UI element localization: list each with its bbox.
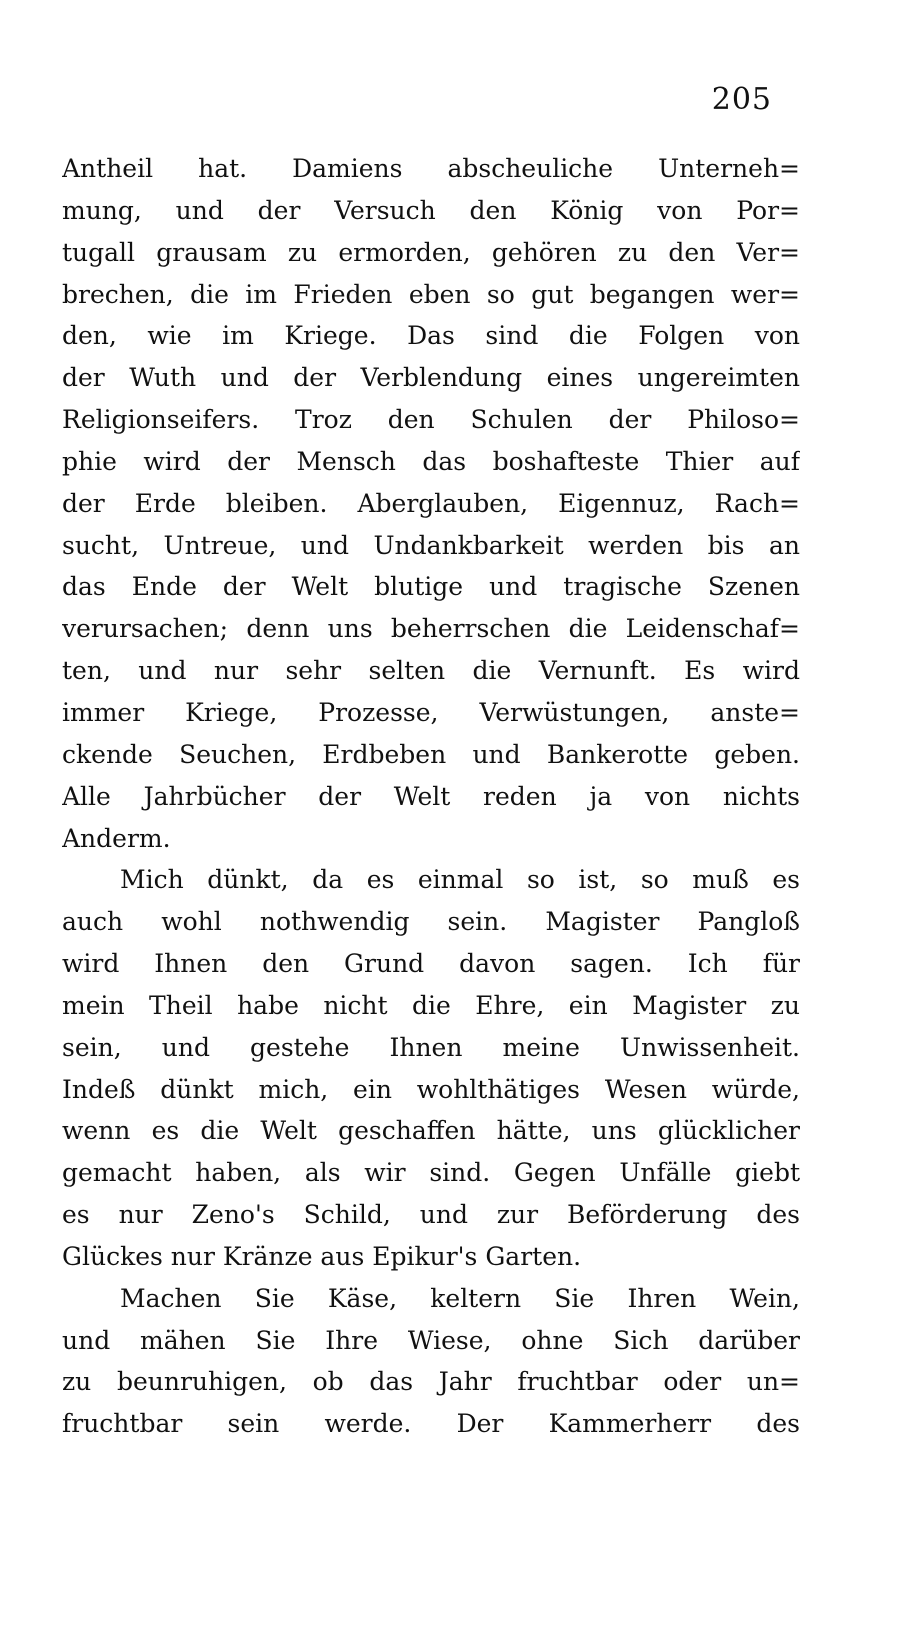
text-line: verursachen; denn uns beherrschen die Leidenschaf= (62, 614, 800, 644)
text-line: tugall grausam zu ermorden, gehören zu den Ver= (62, 237, 800, 267)
text-line: Alle Jahrbücher der Welt reden ja von nichts (62, 781, 800, 811)
text-line: ckende Seuchen, Erdbeben und Bankerotte geben. (62, 739, 800, 769)
text-line: es nur Zeno's Schild, und zur Beförderung des (62, 1200, 800, 1230)
text-line: Machen Sie Käse, keltern Sie Ihren Wein, (120, 1283, 800, 1313)
text-line: immer Kriege, Prozesse, Verwüstungen, anste= (62, 697, 800, 727)
text-line: Glückes nur Kränze aus Epikur's Garten. (62, 1241, 582, 1271)
text-line: der Wuth und der Verblendung eines ungereimten (62, 363, 800, 393)
text-line: sucht, Untreue, und Undankbarkeit werden bis an (62, 530, 800, 560)
text-line: Anderm. (62, 823, 171, 853)
page-number: 205 (711, 82, 772, 117)
text-line: fruchtbar sein werde. Der Kammerherr des (62, 1409, 800, 1439)
text-line: und mähen Sie Ihre Wiese, ohne Sich darüber (62, 1325, 800, 1355)
text-line: wenn es die Welt geschaffen hätte, uns glücklicher (62, 1116, 800, 1146)
text-line: zu beunruhigen, ob das Jahr fruchtbar oder un= (62, 1367, 800, 1397)
text-line: gemacht haben, als wir sind. Gegen Unfälle giebt (62, 1158, 800, 1188)
text-line: ten, und nur sehr selten die Vernunft. Es wird (62, 656, 800, 686)
text-line: wird Ihnen den Grund davon sagen. Ich für (62, 949, 800, 979)
text-line: phie wird der Mensch das boshafteste Thier auf (62, 446, 800, 476)
text-line: Mich dünkt, da es einmal so ist, so muß es (120, 865, 800, 895)
text-line: brechen, die im Frieden eben so gut begangen wer= (62, 279, 800, 309)
text-line: mein Theil habe nicht die Ehre, ein Magister zu (62, 990, 800, 1020)
text-line: Religionseifers. Troz den Schulen der Philoso= (62, 405, 800, 435)
text-line: den, wie im Kriege. Das sind die Folgen von (62, 321, 800, 351)
text-line: Indeß dünkt mich, ein wohlthätiges Wesen würde, (62, 1074, 800, 1104)
text-line: das Ende der Welt blutige und tragische Szenen (62, 572, 800, 602)
text-line: auch wohl nothwendig sein. Magister Pangloß (62, 907, 800, 937)
text-line: mung, und der Versuch den König von Por= (62, 195, 800, 225)
text-line: sein, und gestehe Ihnen meine Unwissenheit. (62, 1032, 800, 1062)
text-line: Antheil hat. Damiens abscheuliche Unterneh= (62, 154, 800, 183)
body-text (62, 148, 800, 1445)
text-line: der Erde bleiben. Aberglauben, Eigennuz, Rach= (62, 488, 800, 518)
